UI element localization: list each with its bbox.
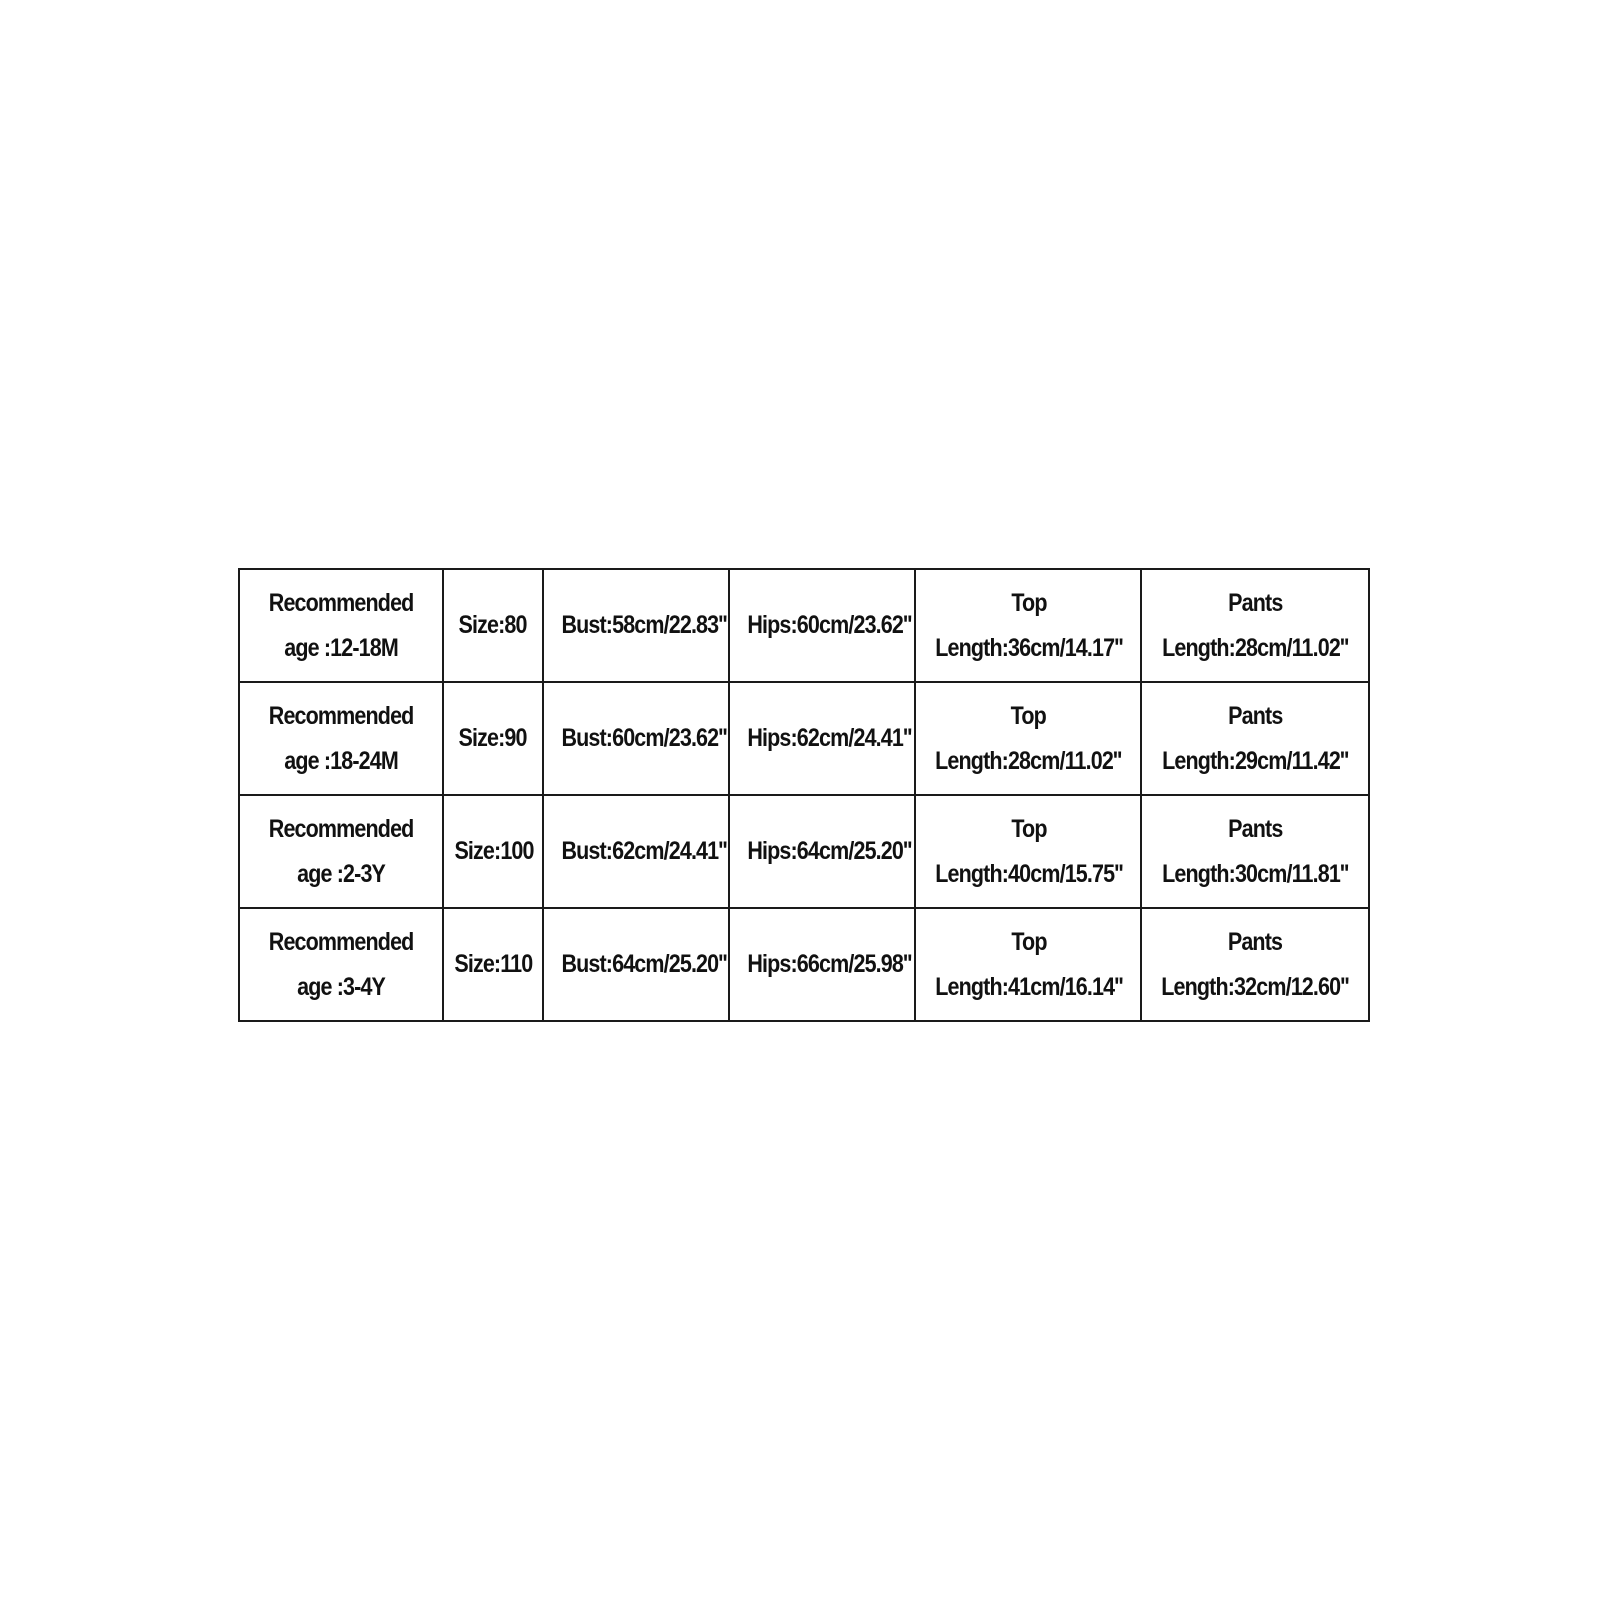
pants-label: Pants	[1227, 701, 1283, 730]
bust-cell	[543, 682, 729, 795]
pants-length-cell	[1141, 908, 1369, 1021]
age-value: age :2-3Y	[297, 859, 385, 888]
table-row	[239, 795, 1369, 908]
pants-label: Pants	[1227, 927, 1283, 956]
top-length-cell	[915, 795, 1141, 908]
age-label: Recommended	[268, 701, 414, 730]
bust-value: Bust:64cm/25.20''	[561, 950, 727, 978]
age-cell	[239, 795, 443, 908]
size-value: Size:80	[458, 611, 528, 639]
top-label: Top	[1011, 927, 1047, 956]
bust-cell	[543, 908, 729, 1021]
hips-value: Hips:66cm/25.98''	[747, 950, 912, 978]
size-cell	[443, 908, 543, 1021]
top-length-value: Length:36cm/14.17''	[935, 633, 1123, 662]
hips-cell	[729, 682, 915, 795]
pants-length-value: Length:30cm/11.81''	[1161, 859, 1349, 888]
top-length-value: Length:40cm/15.75''	[935, 859, 1123, 888]
bust-value: Bust:60cm/23.62''	[561, 724, 727, 752]
pants-length-cell	[1141, 795, 1369, 908]
pants-label: Pants	[1227, 588, 1283, 617]
table-row	[239, 682, 1369, 795]
pants-length-cell	[1141, 569, 1369, 682]
age-value: age :12-18M	[284, 633, 398, 662]
bust-cell	[543, 569, 729, 682]
table-row	[239, 908, 1369, 1021]
hips-cell	[729, 569, 915, 682]
size-value: Size:90	[458, 724, 528, 752]
age-cell	[239, 682, 443, 795]
top-length-cell	[915, 682, 1141, 795]
top-label: Top	[1011, 588, 1047, 617]
bust-value: Bust:62cm/24.41''	[561, 837, 727, 865]
age-value: age :18-24M	[284, 746, 398, 775]
size-value: Size:110	[454, 950, 533, 978]
top-length-value: Length:41cm/16.14''	[935, 972, 1123, 1001]
top-length-cell	[915, 908, 1141, 1021]
size-cell	[443, 682, 543, 795]
hips-value: Hips:62cm/24.41''	[747, 724, 912, 752]
pants-length-value: Length:32cm/12.60''	[1161, 972, 1349, 1001]
top-label: Top	[1010, 701, 1046, 730]
pants-length-cell	[1141, 682, 1369, 795]
size-cell	[443, 569, 543, 682]
size-cell	[443, 795, 543, 908]
age-value: age :3-4Y	[297, 972, 385, 1001]
bust-value: Bust:58cm/22.83''	[561, 611, 727, 639]
age-cell	[239, 908, 443, 1021]
hips-value: Hips:64cm/25.20''	[747, 837, 912, 865]
top-length-value: Length:28cm/11.02''	[935, 746, 1122, 775]
pants-length-value: Length:29cm/11.42''	[1161, 746, 1349, 775]
top-length-cell	[915, 569, 1141, 682]
bust-cell	[543, 795, 729, 908]
age-cell	[239, 569, 443, 682]
hips-value: Hips:60cm/23.62''	[747, 611, 912, 639]
age-label: Recommended	[268, 927, 414, 956]
age-label: Recommended	[268, 814, 414, 843]
hips-cell	[729, 795, 915, 908]
pants-label: Pants	[1227, 814, 1283, 843]
age-label: Recommended	[268, 588, 414, 617]
size-value: Size:100	[454, 837, 534, 865]
pants-length-value: Length:28cm/11.02''	[1161, 633, 1349, 662]
size-chart-table	[238, 568, 1370, 1022]
hips-cell	[729, 908, 915, 1021]
top-label: Top	[1011, 814, 1047, 843]
table-row	[239, 569, 1369, 682]
